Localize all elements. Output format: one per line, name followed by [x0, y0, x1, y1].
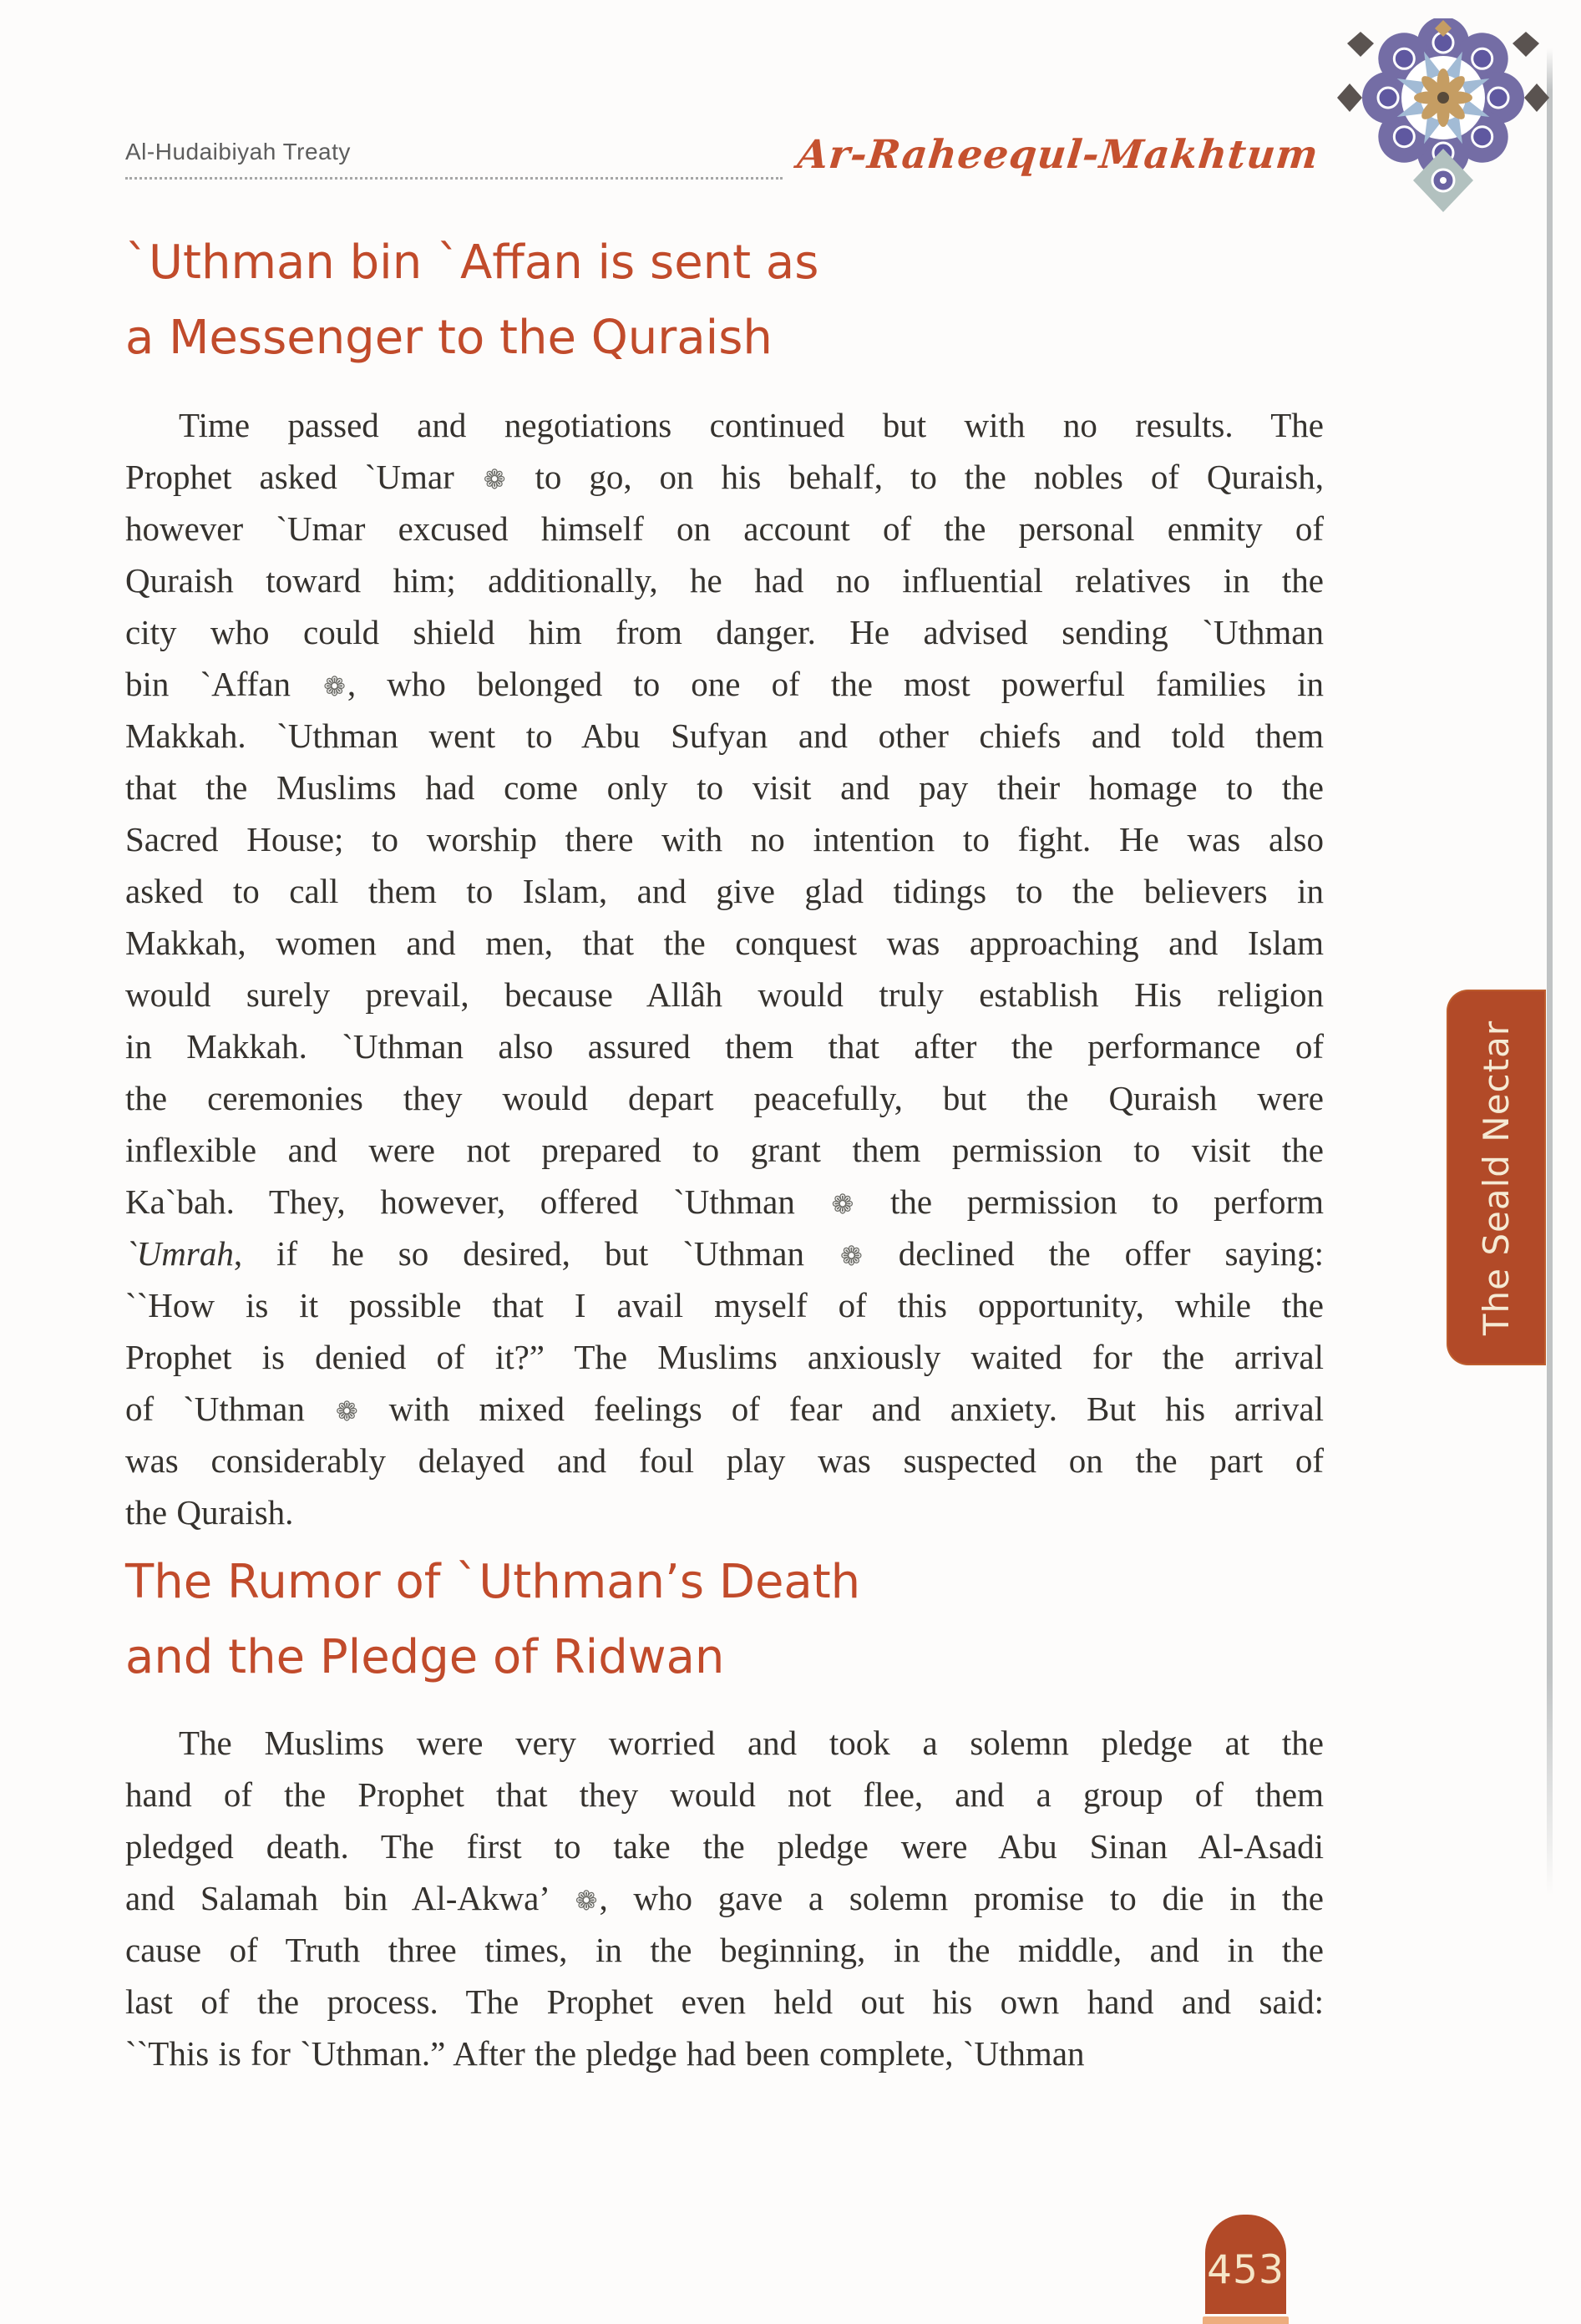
vertical-divider-rule	[1547, 48, 1553, 1896]
islamic-star-medallion-icon	[1337, 18, 1549, 214]
page-number: 453	[1207, 2247, 1285, 2293]
text-line: however `Umar excused himself on account of the personal enmity of	[125, 509, 1324, 548]
text-line: the ceremonies they would depart peacefully, but the Quraish were	[125, 1079, 1324, 1117]
header-dotted-rule	[125, 122, 783, 180]
body-paragraph-2	[125, 1717, 1324, 2079]
text-line: bin `Affan ❁, who belonged to one of the most powerful families in	[125, 665, 1324, 703]
text-line: in Makkah. `Uthman also assured them that after the performance of	[125, 1027, 1324, 1066]
body-paragraph-1	[125, 399, 1324, 1538]
text-line: asked to call them to Islam, and give glad tidings to the believers in	[125, 872, 1324, 910]
text-line: and the Pledge of Ridwan	[125, 1630, 725, 1684]
text-line: The Muslims were very worried and took a solemn pledge at the	[179, 1724, 1324, 1762]
text-line: Time passed and negotiations continued but with no results. The	[179, 406, 1324, 444]
text-line: the Quraish.	[125, 1493, 294, 1532]
radi-allahu-anhu-icon: ❁	[831, 1188, 854, 1220]
text-line: that the Muslims had come only to visit and pay their homage to the	[125, 768, 1324, 807]
text-line: city who could shield him from danger. He advised sending `Uthman	[125, 613, 1324, 651]
text-line: Quraish toward him; additionally, he had no influential relatives in the	[125, 561, 1324, 600]
text-line: Sacred House; to worship there with no intention to fight. He was also	[125, 820, 1324, 858]
book-title-script: Ar-Raheequl-Makhtum	[795, 132, 1321, 178]
text-line: Prophet is denied of it?” The Muslims anxiously waited for the arrival	[125, 1338, 1324, 1376]
text-line: Makkah. `Uthman went to Abu Sufyan and other chiefs and told them	[125, 716, 1324, 755]
section-heading-rumor-pledge	[125, 1545, 1324, 1695]
radi-allahu-anhu-icon: ❁	[839, 1240, 863, 1272]
text-line: cause of Truth three times, in the beginning, in the middle, and in the	[125, 1931, 1324, 1969]
text-line: `Uthman bin `Affan is sent as	[125, 235, 819, 290]
main-text-column	[125, 225, 1324, 2079]
page-header	[125, 122, 1324, 180]
text-line: of `Uthman ❁ with mixed feelings of fear and anxiety. But his arrival	[125, 1390, 1324, 1428]
text-line: would surely prevail, because Allâh would truly establish His religion	[125, 975, 1324, 1014]
radi-allahu-anhu-icon: ❁	[575, 1885, 598, 1916]
side-tab-label: The Seald Nectar	[1476, 1020, 1517, 1335]
text-line: ``This is for `Uthman.” After the pledge had been complete, `Uthman	[125, 2034, 1085, 2073]
text-line: was considerably delayed and foul play was suspected on the part of	[125, 1441, 1324, 1480]
badge-underline-bar	[1203, 2316, 1289, 2324]
text-line: inflexible and were not prepared to grant them permission to visit the	[125, 1131, 1324, 1169]
text-line: `Umrah, if he so desired, but `Uthman ❁ declined the offer saying:	[125, 1234, 1324, 1273]
text-line: Ka`bah. They, however, offered `Uthman ❁ the permission to perform	[125, 1182, 1324, 1221]
text-line: The Rumor of `Uthman’s Death	[125, 1555, 861, 1609]
text-line: last of the process. The Prophet even held out his own hand and said:	[125, 1982, 1324, 2021]
text-line: and Salamah bin Al-Akwa’ ❁, who gave a solemn promise to die in the	[125, 1879, 1324, 1917]
side-tab-seald-nectar	[1447, 990, 1546, 1365]
text-line: hand of the Prophet that they would not flee, and a group of them	[125, 1775, 1324, 1814]
radi-allahu-anhu-icon: ❁	[335, 1395, 358, 1427]
section-heading-uthman-sent	[125, 225, 1324, 376]
page-number-badge	[1205, 2215, 1286, 2314]
text-line: ``How is it possible that I avail myself of this opportunity, while the	[125, 1286, 1324, 1324]
text-line: a Messenger to the Quraish	[125, 311, 773, 365]
text-line: pledged death. The first to take the pledge were Abu Sinan Al-Asadi	[125, 1827, 1324, 1866]
text-line: Prophet asked `Umar ❁ to go, on his behalf, to the nobles of Quraish,	[125, 458, 1324, 496]
radi-allahu-anhu-icon: ❁	[323, 671, 346, 702]
chapter-title: Al-Hudaibiyah Treaty	[125, 139, 351, 165]
text-line: Makkah, women and men, that the conquest was approaching and Islam	[125, 924, 1324, 962]
radi-allahu-anhu-icon: ❁	[483, 463, 506, 495]
